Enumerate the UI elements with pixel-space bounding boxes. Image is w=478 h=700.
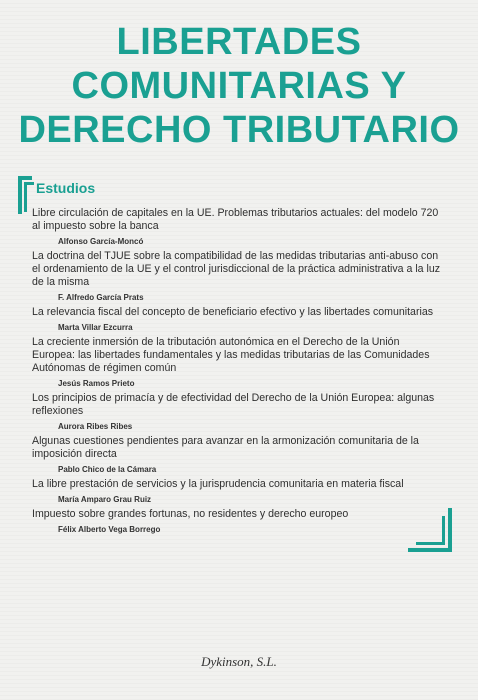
entry-title: La creciente inmersión de la tributación autonómica en el Derecho de la Unión Europea: las libertades fundamentales y las medidas tributarias de las Comunidades Autónomas de régimen común	[32, 336, 430, 374]
toc-entry	[32, 250, 442, 303]
entry-author: Jesús Ramos Prieto	[58, 379, 135, 388]
entry-title: Impuesto sobre grandes fortunas, no residentes y derecho europeo	[32, 508, 349, 520]
corner-bracket-bottom-right	[408, 508, 452, 552]
entry-title: Libre circulación de capitales en la UE. Problemas tributarios actuales: del modelo 720 al impuesto sobre la banca	[32, 207, 439, 232]
toc-entry	[32, 435, 442, 475]
book-title-line-1: LIBERTADES	[116, 21, 362, 63]
entry-title: La relevancia fiscal del concepto de beneficiario efectivo y las libertades comunitarias	[32, 306, 434, 318]
book-title	[0, 20, 478, 152]
toc-entry	[32, 508, 442, 535]
toc-entry	[32, 306, 442, 333]
section-heading: Estudios	[36, 180, 96, 196]
toc-entry	[32, 207, 442, 247]
table-of-contents	[32, 207, 442, 538]
entry-author: Félix Alberto Vega Borrego	[58, 525, 161, 534]
book-title-line-3: DERECHO TRIBUTARIO	[18, 109, 460, 151]
entry-title: Los principios de primacía y de efectividad del Derecho de la Unión Europea: algunas reflexiones	[32, 392, 435, 417]
entry-author: María Amparo Grau Ruiz	[58, 495, 152, 504]
entry-title: La libre prestación de servicios y la jurisprudencia comunitaria en materia fiscal	[32, 478, 404, 490]
toc-entry	[32, 392, 442, 432]
publisher-logo: Dykinson, S.L.	[201, 654, 277, 669]
entry-author: Marta Villar Ezcurra	[58, 323, 133, 332]
entry-title: La doctrina del TJUE sobre la compatibilidad de las medidas tributarias anti-abuso con el ordenamiento de la UE y el control jurisdiccional de la práctica administrativa a la luz de la misma	[32, 250, 441, 288]
entry-author: Pablo Chico de la Cámara	[58, 465, 157, 474]
entry-author: Alfonso García-Moncó	[58, 237, 144, 246]
entry-title: Algunas cuestiones pendientes para avanzar en la armonización comunitaria de la imposición directa	[32, 435, 419, 460]
entry-author: F. Alfredo García Prats	[58, 293, 144, 302]
corner-bracket-top-left	[18, 176, 32, 214]
toc-entry	[32, 478, 442, 505]
entry-author: Aurora Ribes Ribes	[58, 422, 133, 431]
toc-entry	[32, 336, 442, 389]
book-title-line-2: COMUNITARIAS Y	[71, 65, 407, 107]
